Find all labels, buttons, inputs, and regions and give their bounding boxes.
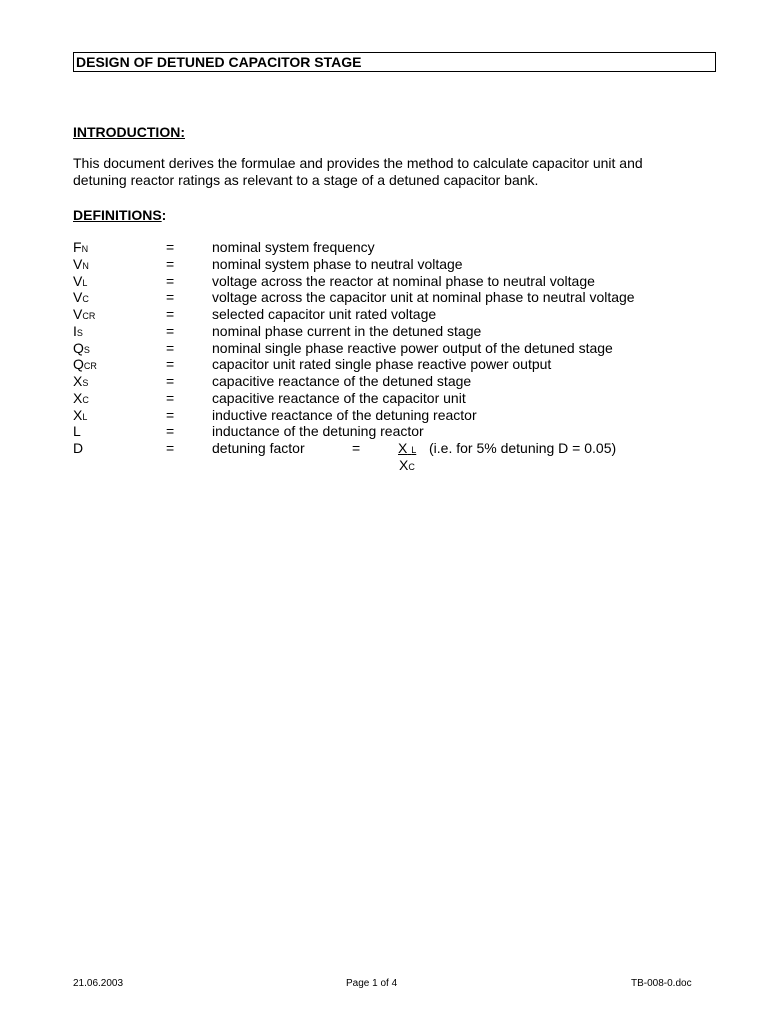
definition-text: voltage across the reactor at nominal phase to neutral voltage [212, 272, 595, 289]
equals-sign: = [166, 289, 175, 306]
equals-sign: = [166, 306, 175, 322]
equals-sign: = [166, 239, 175, 255]
definition-text: detuning factor [212, 440, 305, 456]
definition-text: nominal system phase to neutral voltage [212, 255, 463, 272]
symbol: QCR [73, 356, 97, 373]
definition-row [73, 390, 733, 407]
definition-text: selected capacitor unit rated voltage [212, 306, 437, 322]
equals-sign: = [166, 339, 175, 356]
symbol: XC [73, 389, 89, 406]
definition-row [73, 323, 733, 340]
introduction-text [73, 155, 723, 189]
equals-sign: = [166, 356, 175, 373]
symbol: XL [73, 406, 88, 423]
definition-text: capacitive reactance of the detuned stage [212, 373, 472, 389]
symbol: VC [73, 289, 89, 306]
introduction-heading: INTRODUCTION: [73, 124, 185, 140]
equals-sign: = [166, 255, 175, 272]
formula-denominator: XC [399, 457, 415, 473]
equals-sign: = [166, 406, 175, 423]
symbol: XS [73, 373, 89, 389]
definition-row [73, 373, 733, 390]
symbol: D [73, 440, 84, 456]
definition-row [73, 273, 733, 290]
formula-note: (i.e. for 5% detuning D = 0.05) [429, 440, 617, 456]
definition-row [73, 423, 733, 440]
symbol: QS [73, 339, 90, 356]
equals-sign: = [166, 423, 175, 440]
definitions-list [73, 239, 733, 474]
definitions-heading-colon: : [161, 207, 167, 223]
definition-text: inductive reactance of the detuning reactor [212, 406, 477, 423]
footer-doc-name: TB-008-0.doc [631, 978, 692, 989]
equals-sign: = [166, 272, 175, 289]
equals-sign: = [166, 389, 175, 406]
intro-line-2: detuning reactor ratings as relevant to a stage of a detuned capacitor bank. [73, 172, 539, 188]
equals-sign: = [166, 440, 175, 456]
definitions-heading [73, 207, 166, 223]
definition-text: inductance of the detuning reactor [212, 423, 424, 440]
definition-text: nominal system frequency [212, 239, 375, 255]
definition-text: capacitor unit rated single phase reactive power output [212, 356, 552, 373]
definition-row [73, 306, 733, 323]
definition-text: nominal single phase reactive power output of the detuned stage [212, 339, 613, 356]
definition-row [73, 256, 733, 273]
symbol: L [73, 423, 81, 440]
definition-row [73, 356, 733, 373]
symbol: VL [73, 272, 88, 289]
definition-text: capacitive reactance of the capacitor unit [212, 389, 466, 406]
formula-numerator: X L [398, 440, 417, 456]
definitions-heading-label: DEFINITIONS [73, 207, 162, 223]
definition-row [73, 340, 733, 357]
symbol: VCR [73, 306, 96, 322]
definition-row [73, 289, 733, 306]
symbol: IS [73, 322, 83, 339]
definition-row [73, 407, 733, 424]
formula-equals-sign: = [352, 440, 361, 456]
footer-date: 21.06.2003 [73, 978, 124, 989]
definition-row [73, 239, 733, 256]
equals-sign: = [166, 373, 175, 389]
document-title: DESIGN OF DETUNED CAPACITOR STAGE [73, 52, 716, 72]
footer-page-number: Page 1 of 4 [346, 978, 398, 989]
intro-line-1: This document derives the formulae and provides the method to calculate capacitor unit and [73, 155, 643, 171]
symbol: VN [73, 255, 89, 272]
symbol: FN [73, 239, 89, 255]
definition-text: nominal phase current in the detuned stage [212, 322, 482, 339]
detuning-factor-row [73, 440, 733, 474]
equals-sign: = [166, 322, 175, 339]
definition-text: voltage across the capacitor unit at nominal phase to neutral voltage [212, 289, 635, 306]
